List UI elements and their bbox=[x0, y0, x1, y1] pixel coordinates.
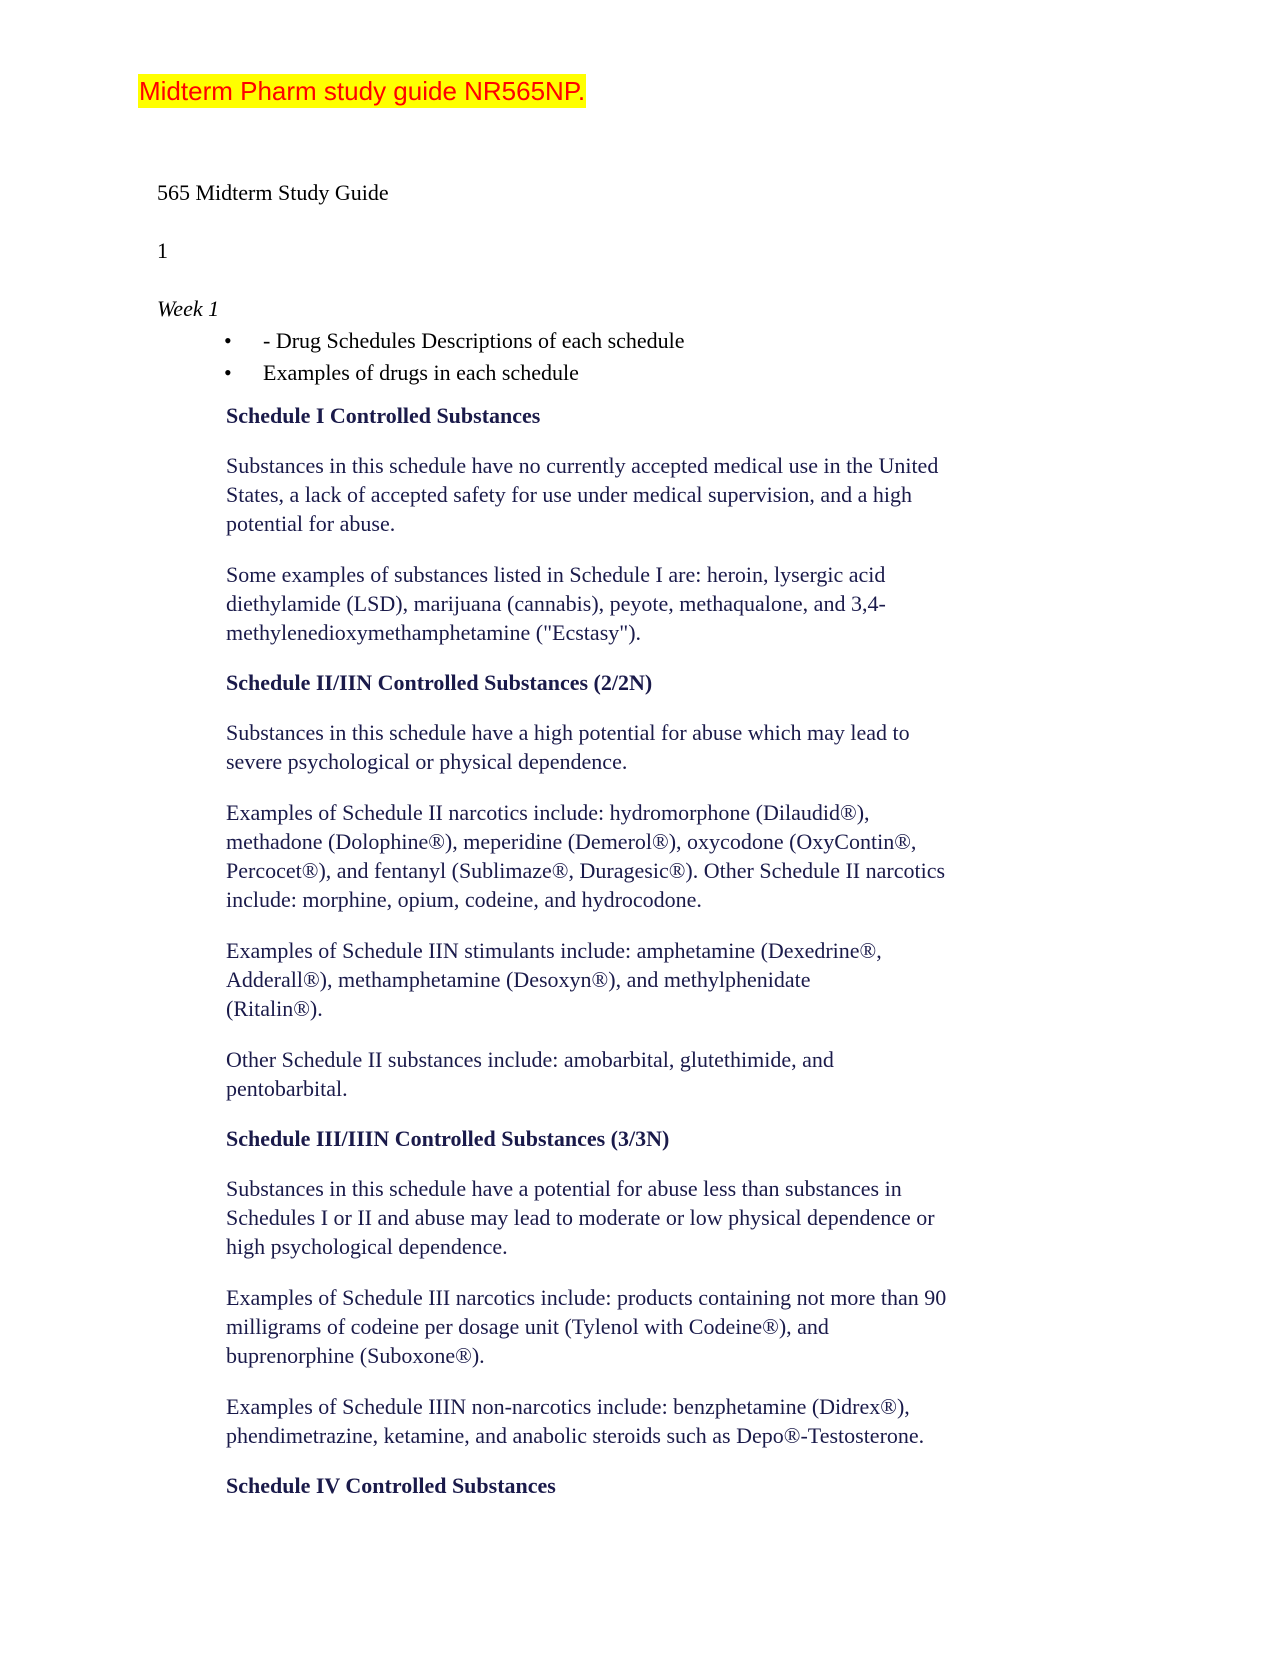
section-schedule-2 bbox=[226, 669, 1066, 1103]
paragraph: Examples of Schedule IIN stimulants include: amphetamine (Dexedrine®, Adderall®), methamphetamine (Desoxyn®), and methylphenidate (Ritalin®). bbox=[226, 938, 882, 1021]
paragraph: Substances in this schedule have a potential for abuse less than substances in Schedules I or II and abuse may lead to moderate or low physical dependence or high psychological dependence. bbox=[226, 1176, 935, 1259]
page-number: 1 bbox=[157, 238, 168, 263]
paragraph: Substances in this schedule have no currently accepted medical use in the United States, a lack of accepted safety for use under medical supervision, and a high potential for abuse. bbox=[226, 453, 939, 536]
bullet-icon: • bbox=[224, 360, 232, 385]
list-item bbox=[224, 357, 685, 389]
topic-text: - Drug Schedules Descriptions of each schedule bbox=[263, 328, 685, 353]
paragraph: Other Schedule II substances include: amobarbital, glutethimide, and pentobarbital. bbox=[226, 1047, 834, 1101]
topic-list bbox=[224, 325, 685, 389]
section-heading: Schedule III/IIIN Controlled Substances (3/3N) bbox=[226, 1126, 670, 1151]
document-title: Midterm Pharm study guide NR565NP. bbox=[139, 76, 586, 106]
section-heading: Schedule IV Controlled Substances bbox=[226, 1473, 556, 1498]
week-label: Week 1 bbox=[157, 296, 220, 321]
schedule-content bbox=[226, 402, 1066, 1521]
bullet-icon: • bbox=[224, 328, 232, 353]
section-schedule-4 bbox=[226, 1472, 1066, 1500]
section-schedule-1 bbox=[226, 402, 1066, 647]
paragraph: Some examples of substances listed in Schedule I are: heroin, lysergic acid diethylamide (LSD), marijuana (cannabis), peyote, methaqualone, and 3,4- methylenedioxymethamphetamine ("Ecstasy"). bbox=[226, 562, 886, 645]
topic-text: Examples of drugs in each schedule bbox=[263, 360, 579, 385]
paragraph: Examples of Schedule IIIN non-narcotics include: benzphetamine (Didrex®), phendimetrazine, ketamine, and anabolic steroids such as Depo®-Testosterone. bbox=[226, 1394, 925, 1448]
study-guide-heading: 565 Midterm Study Guide bbox=[157, 180, 389, 205]
paragraph: Examples of Schedule III narcotics include: products containing not more than 90 milligrams of codeine per dosage unit (Tylenol with Codeine®), and buprenorphine (Suboxone®). bbox=[226, 1285, 947, 1368]
paragraph: Examples of Schedule II narcotics include: hydromorphone (Dilaudid®), methadone (Dolophine®), meperidine (Demerol®), oxycodone (OxyContin®, Percocet®), and fentanyl (Sublimaze®, Duragesic®). Other Schedule II narcotics include: morphine, opium, codeine, and hydrocodone. bbox=[226, 800, 946, 912]
section-heading: Schedule I Controlled Substances bbox=[226, 403, 541, 428]
section-schedule-3 bbox=[226, 1125, 1066, 1450]
section-heading: Schedule II/IIN Controlled Substances (2/2N) bbox=[226, 670, 653, 695]
paragraph: Substances in this schedule have a high potential for abuse which may lead to severe psychological or physical dependence. bbox=[226, 720, 910, 774]
list-item bbox=[224, 325, 685, 357]
